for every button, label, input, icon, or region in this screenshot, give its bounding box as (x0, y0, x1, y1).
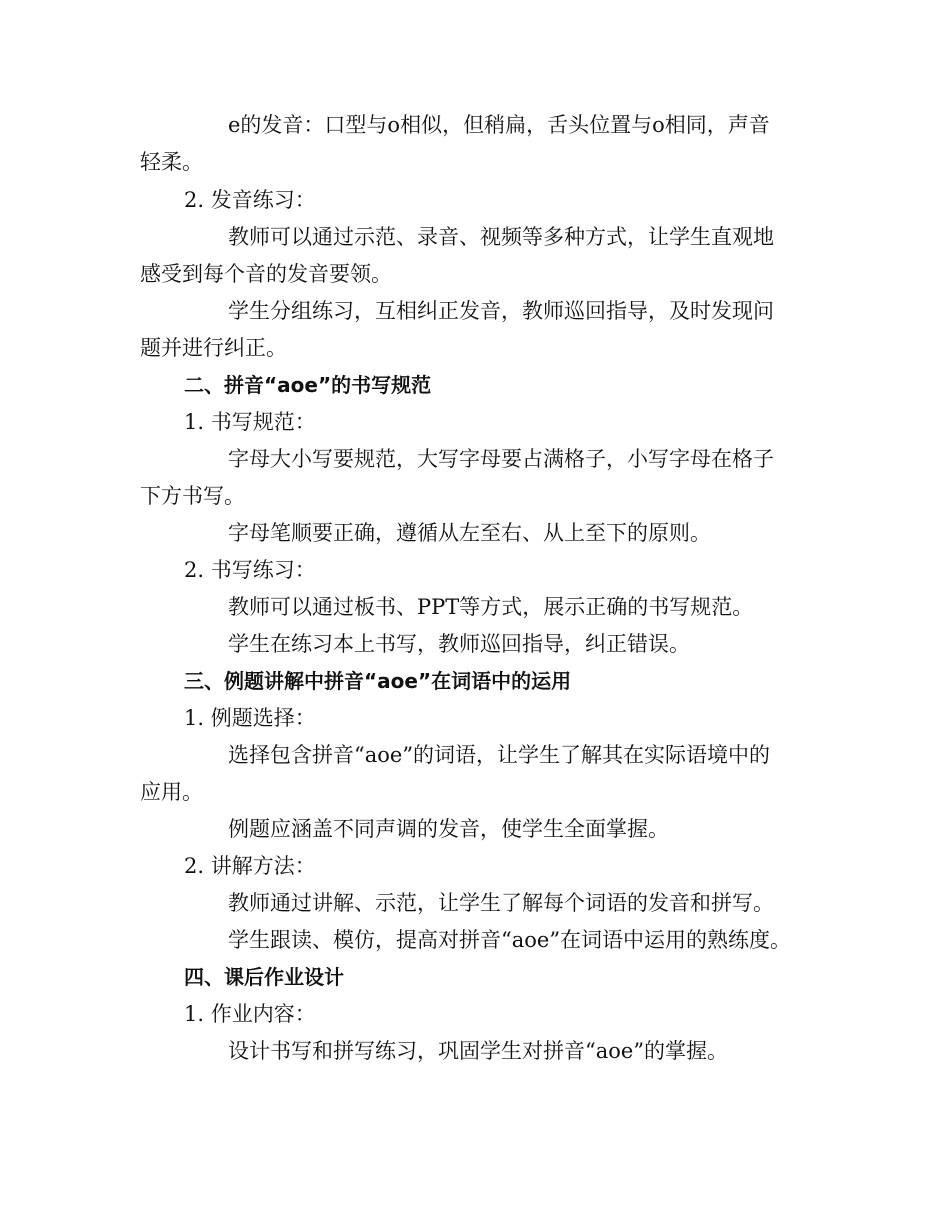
numbered-item: 2. 发音练习： (184, 188, 316, 212)
paragraph-line: 轻柔。 (140, 150, 203, 174)
section-heading: 二、拼音“aoe”的书写规范 (184, 373, 432, 397)
section-heading: 四、课后作业设计 (184, 965, 344, 989)
paragraph-line: 字母大小写要规范，大写字母要占满格子，小写字母在格子 (228, 447, 774, 471)
numbered-item: 1. 书写规范： (184, 410, 316, 434)
paragraph-line: 题并进行纠正。 (140, 336, 287, 360)
paragraph-line: 应用。 (140, 780, 203, 804)
numbered-item: 2. 书写练习： (184, 558, 316, 582)
paragraph-line: e的发音：口型与o相似，但稍扁，舌头位置与o相同，声音 (228, 113, 770, 137)
paragraph-line: 学生分组练习，互相纠正发音，教师巡回指导，及时发现问 (228, 299, 774, 323)
paragraph-line: 设计书写和拼写练习，巩固学生对拼音“aoe”的掌握。 (228, 1039, 729, 1063)
paragraph-line: 学生在练习本上书写，教师巡回指导，纠正错误。 (228, 632, 690, 656)
numbered-item: 1. 作业内容： (184, 1002, 316, 1026)
paragraph-line: 教师可以通过示范、录音、视频等多种方式，让学生直观地 (228, 225, 774, 249)
paragraph-line: 字母笔顺要正确，遵循从左至右、从上至下的原则。 (228, 521, 711, 545)
paragraph-line: 教师通过讲解、示范，让学生了解每个词语的发音和拼写。 (228, 891, 774, 915)
paragraph-line: 例题应涵盖不同声调的发音，使学生全面掌握。 (228, 817, 669, 841)
paragraph-line: 教师可以通过板书、PPT等方式，展示正确的书写规范。 (228, 595, 754, 619)
paragraph-line: 选择包含拼音“aoe”的词语，让学生了解其在实际语境中的 (228, 743, 771, 767)
numbered-item: 1. 例题选择： (184, 706, 316, 730)
paragraph-line: 学生跟读、模仿，提高对拼音“aoe”在词语中运用的熟练度。 (228, 928, 792, 952)
paragraph-line: 感受到每个音的发音要领。 (140, 262, 392, 286)
section-heading: 三、例题讲解中拼音“aoe”在词语中的运用 (184, 669, 572, 693)
paragraph-line: 下方书写。 (140, 484, 245, 508)
numbered-item: 2. 讲解方法： (184, 854, 316, 878)
